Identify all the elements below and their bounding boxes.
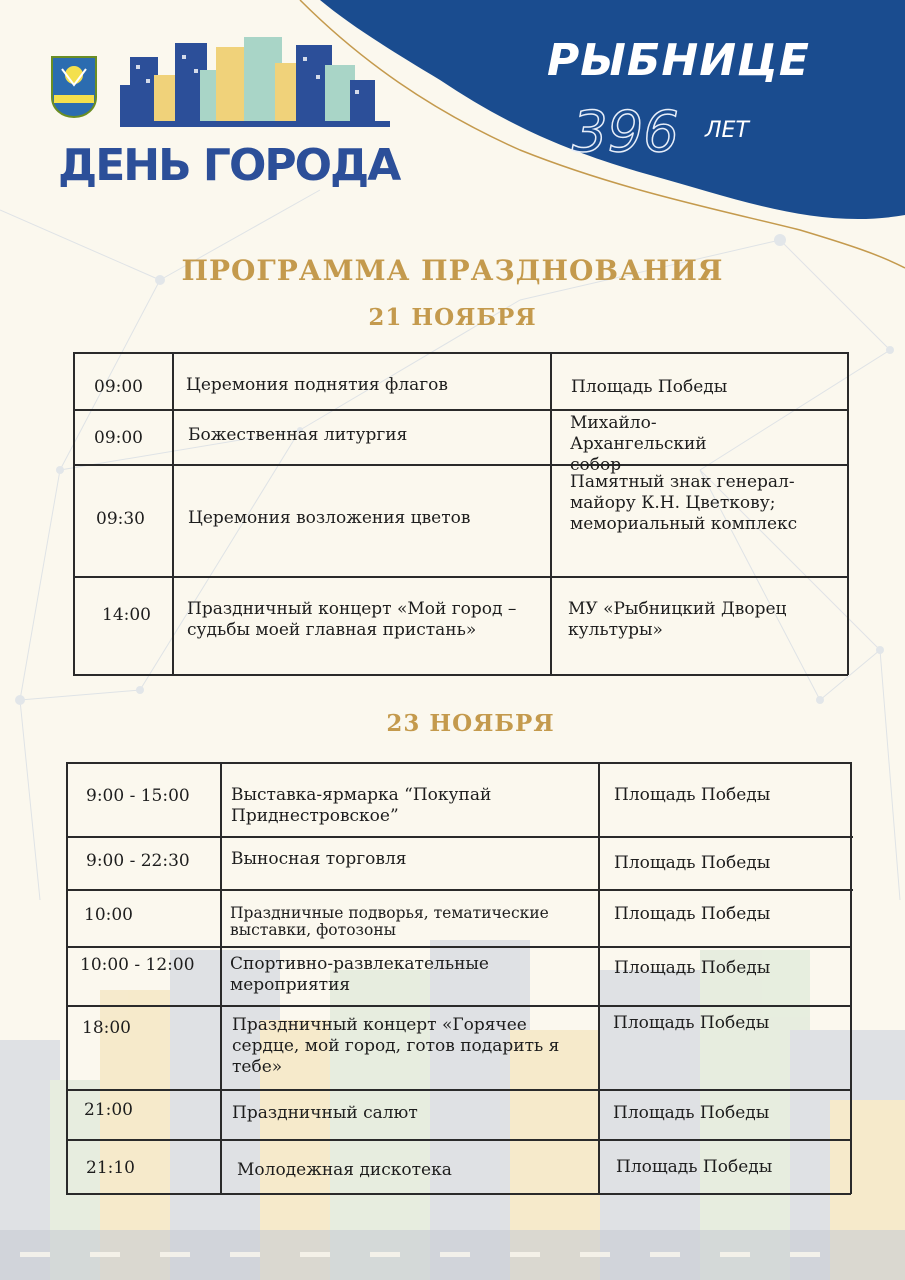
time-cell: 18:00 xyxy=(82,1018,131,1038)
day1-date: 21 НОЯБРЯ xyxy=(368,304,537,331)
time-cell: 9:00 - 15:00 xyxy=(86,786,190,806)
event-cell: Праздничные подворья, тематические выставки, фотозоны xyxy=(230,904,549,939)
time-cell: 14:00 xyxy=(102,605,151,625)
place-cell: Площадь Победы xyxy=(616,1157,773,1177)
event-title: ДЕНЬ ГОРОДА xyxy=(58,140,400,191)
place-cell: Площадь Победы xyxy=(571,377,728,397)
city-day-logo xyxy=(50,35,400,200)
time-cell: 21:10 xyxy=(86,1158,135,1178)
time-cell: 9:00 - 22:30 xyxy=(86,851,190,871)
place-cell: Площадь Победы xyxy=(614,904,771,924)
event-cell: Праздничный концерт «Горячее сердце, мой город, готов подарить я тебе» xyxy=(232,1015,560,1077)
place-cell: МУ «Рыбницкий Дворец культуры» xyxy=(568,599,787,640)
event-cell: Праздничный салют xyxy=(232,1103,418,1123)
place-cell: Площадь Победы xyxy=(613,1103,770,1123)
time-cell: 09:30 xyxy=(96,509,145,529)
event-cell: Церемония поднятия флагов xyxy=(186,375,448,395)
place-cell: Площадь Победы xyxy=(614,853,771,873)
time-cell: 10:00 xyxy=(84,905,133,925)
anniversary-word: ЛЕТ xyxy=(705,118,749,143)
place-cell: Площадь Победы xyxy=(613,1013,770,1033)
program-title: ПРОГРАММА ПРАЗДНОВАНИЯ xyxy=(181,254,724,287)
city-name: РЫБНИЦЕ xyxy=(547,35,810,86)
place-cell: Площадь Победы xyxy=(614,958,771,978)
place-cell: Памятный знак генерал-майору К.Н. Цветкову; мемориальный комплекс xyxy=(570,472,798,534)
time-cell: 21:00 xyxy=(84,1100,133,1120)
event-cell: Молодежная дискотека xyxy=(237,1160,452,1180)
day2-date: 23 НОЯБРЯ xyxy=(386,710,555,737)
place-cell: Площадь Победы xyxy=(614,785,771,805)
place-cell: Михайло-Архангельский собор xyxy=(570,413,707,475)
event-cell: Выносная торговля xyxy=(231,849,407,869)
event-cell: Выставка-ярмарка “Покупай Приднестровское” xyxy=(231,785,492,826)
event-cell: Спортивно-развлекательные мероприятия xyxy=(230,954,489,995)
city-coat-of-arms-icon xyxy=(50,55,98,119)
city-skyline-logo-icon xyxy=(120,35,390,130)
event-cell: Божественная литургия xyxy=(188,425,408,445)
time-cell: 09:00 xyxy=(94,377,143,397)
event-cell: Праздничный концерт «Мой город – судьбы моей главная пристань» xyxy=(187,599,517,640)
time-cell: 10:00 - 12:00 xyxy=(80,955,195,975)
time-cell: 09:00 xyxy=(94,428,143,448)
anniversary-number: 396 xyxy=(572,100,679,165)
event-cell: Церемония возложения цветов xyxy=(188,508,471,528)
